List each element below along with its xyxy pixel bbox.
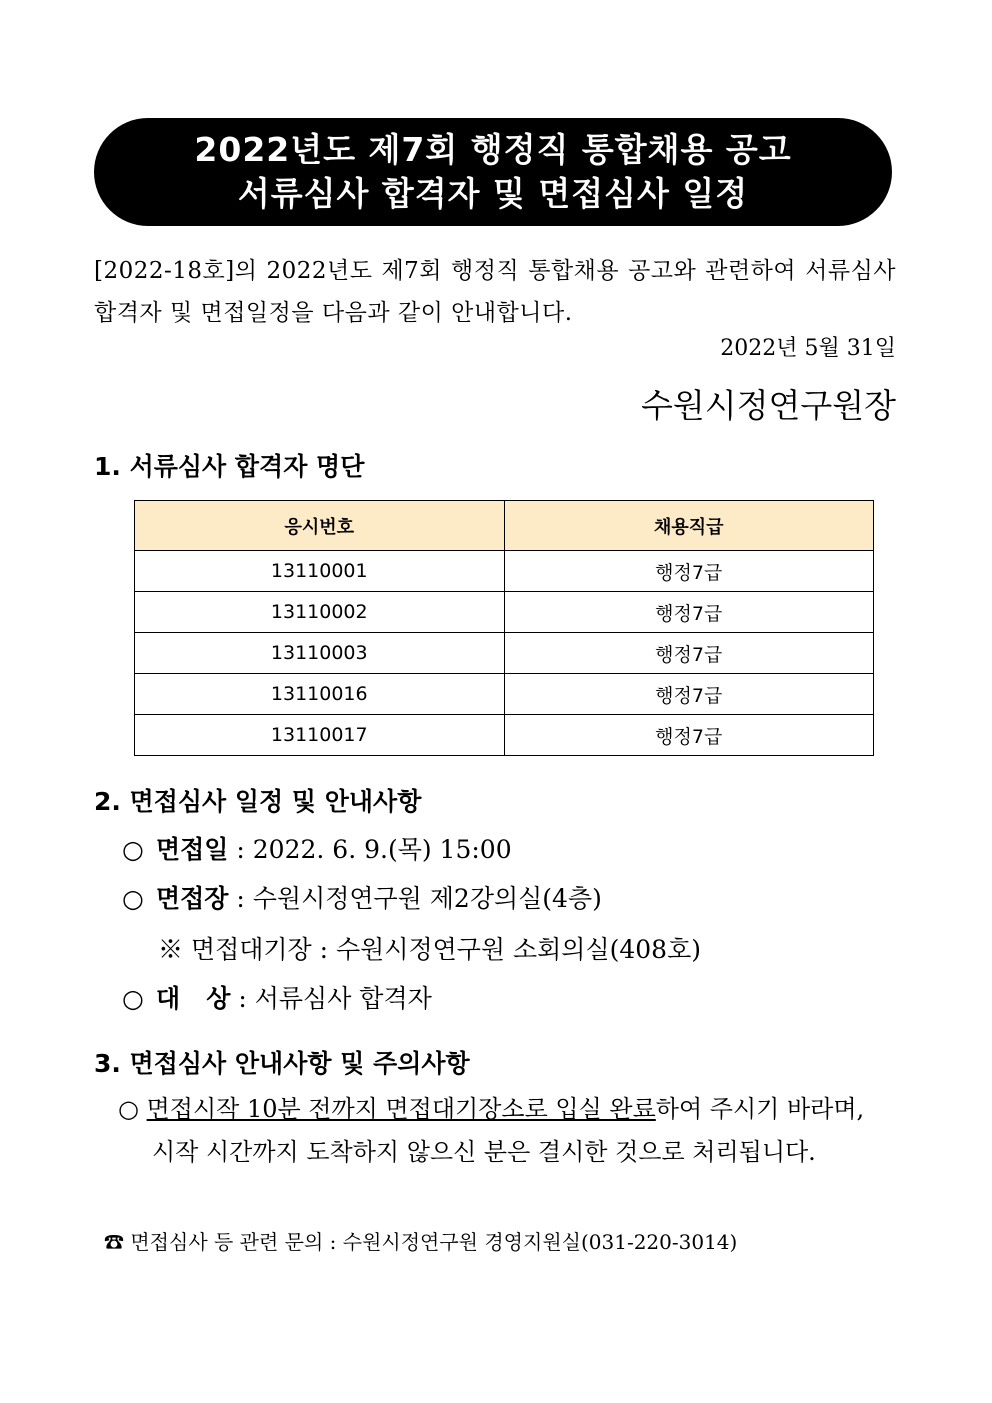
section-1-title: 1. 서류심사 합격자 명단 [94,452,365,481]
table-row [135,674,874,715]
notice-line-1 [118,1088,898,1131]
table-row [135,592,874,633]
section-3-title: 3. 면접심사 안내사항 및 주의사항 [94,1049,470,1078]
applicant-number: 13110017 [135,715,505,756]
contact-line [104,1226,737,1255]
table-row [135,551,874,592]
position: 행정7급 [504,715,874,756]
item-value: : 서류심사 합격자 [238,984,432,1013]
notice-line-2: 시작 시간까지 도착하지 않으신 분은 결시한 것으로 처리됩니다. [152,1138,816,1166]
item-value: : 수원시정연구원 제2강의실(4층) [236,884,602,913]
contact-text: 면접심사 등 관련 문의 : 수원시정연구원 경영지원실(031-220-3014) [130,1230,738,1254]
title-line-2: 서류심사 합격자 및 면접심사 일정 [237,174,749,213]
header-applicant-number: 응시번호 [135,501,505,551]
position: 행정7급 [504,674,874,715]
applicant-number: 13110003 [135,633,505,674]
bullet-circle-icon: ○ [122,984,144,1013]
title-line-1: 2022년도 제7회 행정직 통합채용 공고 [194,130,792,169]
passers-table [134,500,874,756]
applicant-number: 13110002 [135,592,505,633]
notice-paragraph [118,1088,898,1174]
position: 행정7급 [504,551,874,592]
header-position: 채용직급 [504,501,874,551]
bullet-circle-icon: ○ [118,1095,139,1123]
applicant-number: 13110001 [135,551,505,592]
interview-location-item [122,879,602,915]
item-label: 면접일 [156,835,229,864]
intro-paragraph: [2022-18호]의 2022년도 제7회 행정직 통합채용 공고와 관련하여 서류심사 합격자 및 면접일정을 다음과 같이 안내합니다. [94,258,896,326]
phone-icon: ☎ [104,1230,124,1254]
interview-target-item [122,979,432,1015]
item-value: : 2022. 6. 9.(목) 15:00 [236,835,512,864]
table-row [135,715,874,756]
title-banner [94,118,892,226]
position: 행정7급 [504,592,874,633]
bullet-circle-icon: ○ [122,835,144,864]
notice-rest: 하여 주시기 바라며, [655,1095,865,1123]
position: 행정7급 [504,633,874,674]
bullet-circle-icon: ○ [122,884,144,913]
interview-date-item [122,830,512,866]
table-row [135,633,874,674]
notice-underlined: 면접시작 10분 전까지 면접대기장소로 입실 완료 [146,1095,656,1123]
item-label: 면접장 [156,884,229,913]
announcement-date: 2022년 5월 31일 [720,336,896,361]
table-header-row [135,501,874,551]
applicant-number: 13110016 [135,674,505,715]
waiting-room-note: ※ 면접대기장 : 수원시정연구원 소회의실(408호) [158,935,701,964]
section-2-title: 2. 면접심사 일정 및 안내사항 [94,787,422,816]
item-label: 대 상 [156,984,231,1013]
organization-signature: 수원시정연구원장 [640,386,896,425]
